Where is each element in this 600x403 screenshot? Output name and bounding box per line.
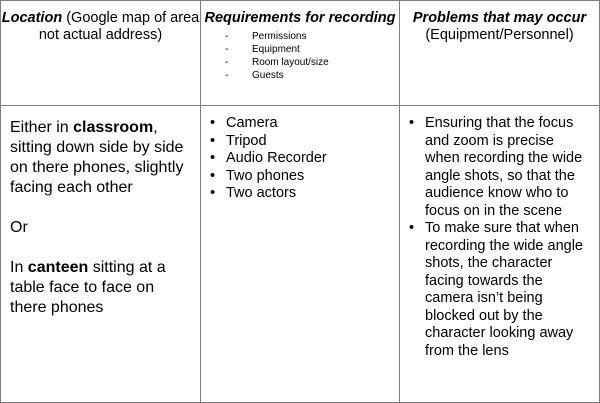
list-item: • Camera	[209, 115, 395, 133]
sub-list-item: - Guests	[225, 69, 399, 82]
location-emphasis: classroom	[73, 119, 154, 136]
requirements-sub-list	[201, 30, 399, 82]
sub-list-item: - Room layout/size	[225, 56, 399, 69]
location-text: In	[10, 259, 28, 276]
list-item: • Two phones	[209, 168, 395, 186]
list-item: • To make sure that when recording the wide angle shots, the character facing towards the camera isn’t being blocked out by the character looking away from the lens	[408, 220, 591, 360]
requirements-list	[209, 115, 395, 203]
problems-list	[408, 115, 591, 360]
sub-list-item: - Equipment	[225, 43, 399, 56]
location-header	[1, 1, 201, 106]
requirements-header-title: Requirements for recording	[204, 10, 396, 26]
sub-list-item: - Permissions	[225, 30, 399, 43]
location-text: sitting at a table face to face on there phones	[10, 259, 166, 316]
location-text: , sitting down side by side on there phones, slightly facing each other	[10, 119, 184, 196]
location-text: Either in	[10, 119, 74, 136]
location-emphasis: canteen	[27, 259, 89, 276]
problems-header-title: Problems that may occur	[412, 10, 587, 26]
location-header-note: (Google map of area not actual address)	[38, 10, 200, 43]
problems-header-note: (Equipment/Personnel)	[425, 27, 574, 43]
location-header-title: Location	[1, 10, 63, 26]
location-paragraph	[10, 118, 194, 198]
list-item: • Tripod	[209, 133, 395, 151]
header-row	[1, 1, 600, 106]
list-item: • Two actors	[209, 185, 395, 203]
list-item: • Audio Recorder	[209, 150, 395, 168]
problems-header	[400, 1, 600, 106]
requirements-header	[201, 1, 400, 106]
problems-cell	[400, 106, 600, 403]
location-paragraph	[10, 258, 194, 318]
content-row	[1, 106, 600, 403]
location-paragraph: Or	[10, 219, 28, 236]
requirements-cell	[201, 106, 400, 403]
list-item: • Ensuring that the focus and zoom is precise when recording the wide angle shots, so that the audience know who to focus on in the scene	[408, 115, 591, 220]
location-cell	[1, 106, 201, 403]
